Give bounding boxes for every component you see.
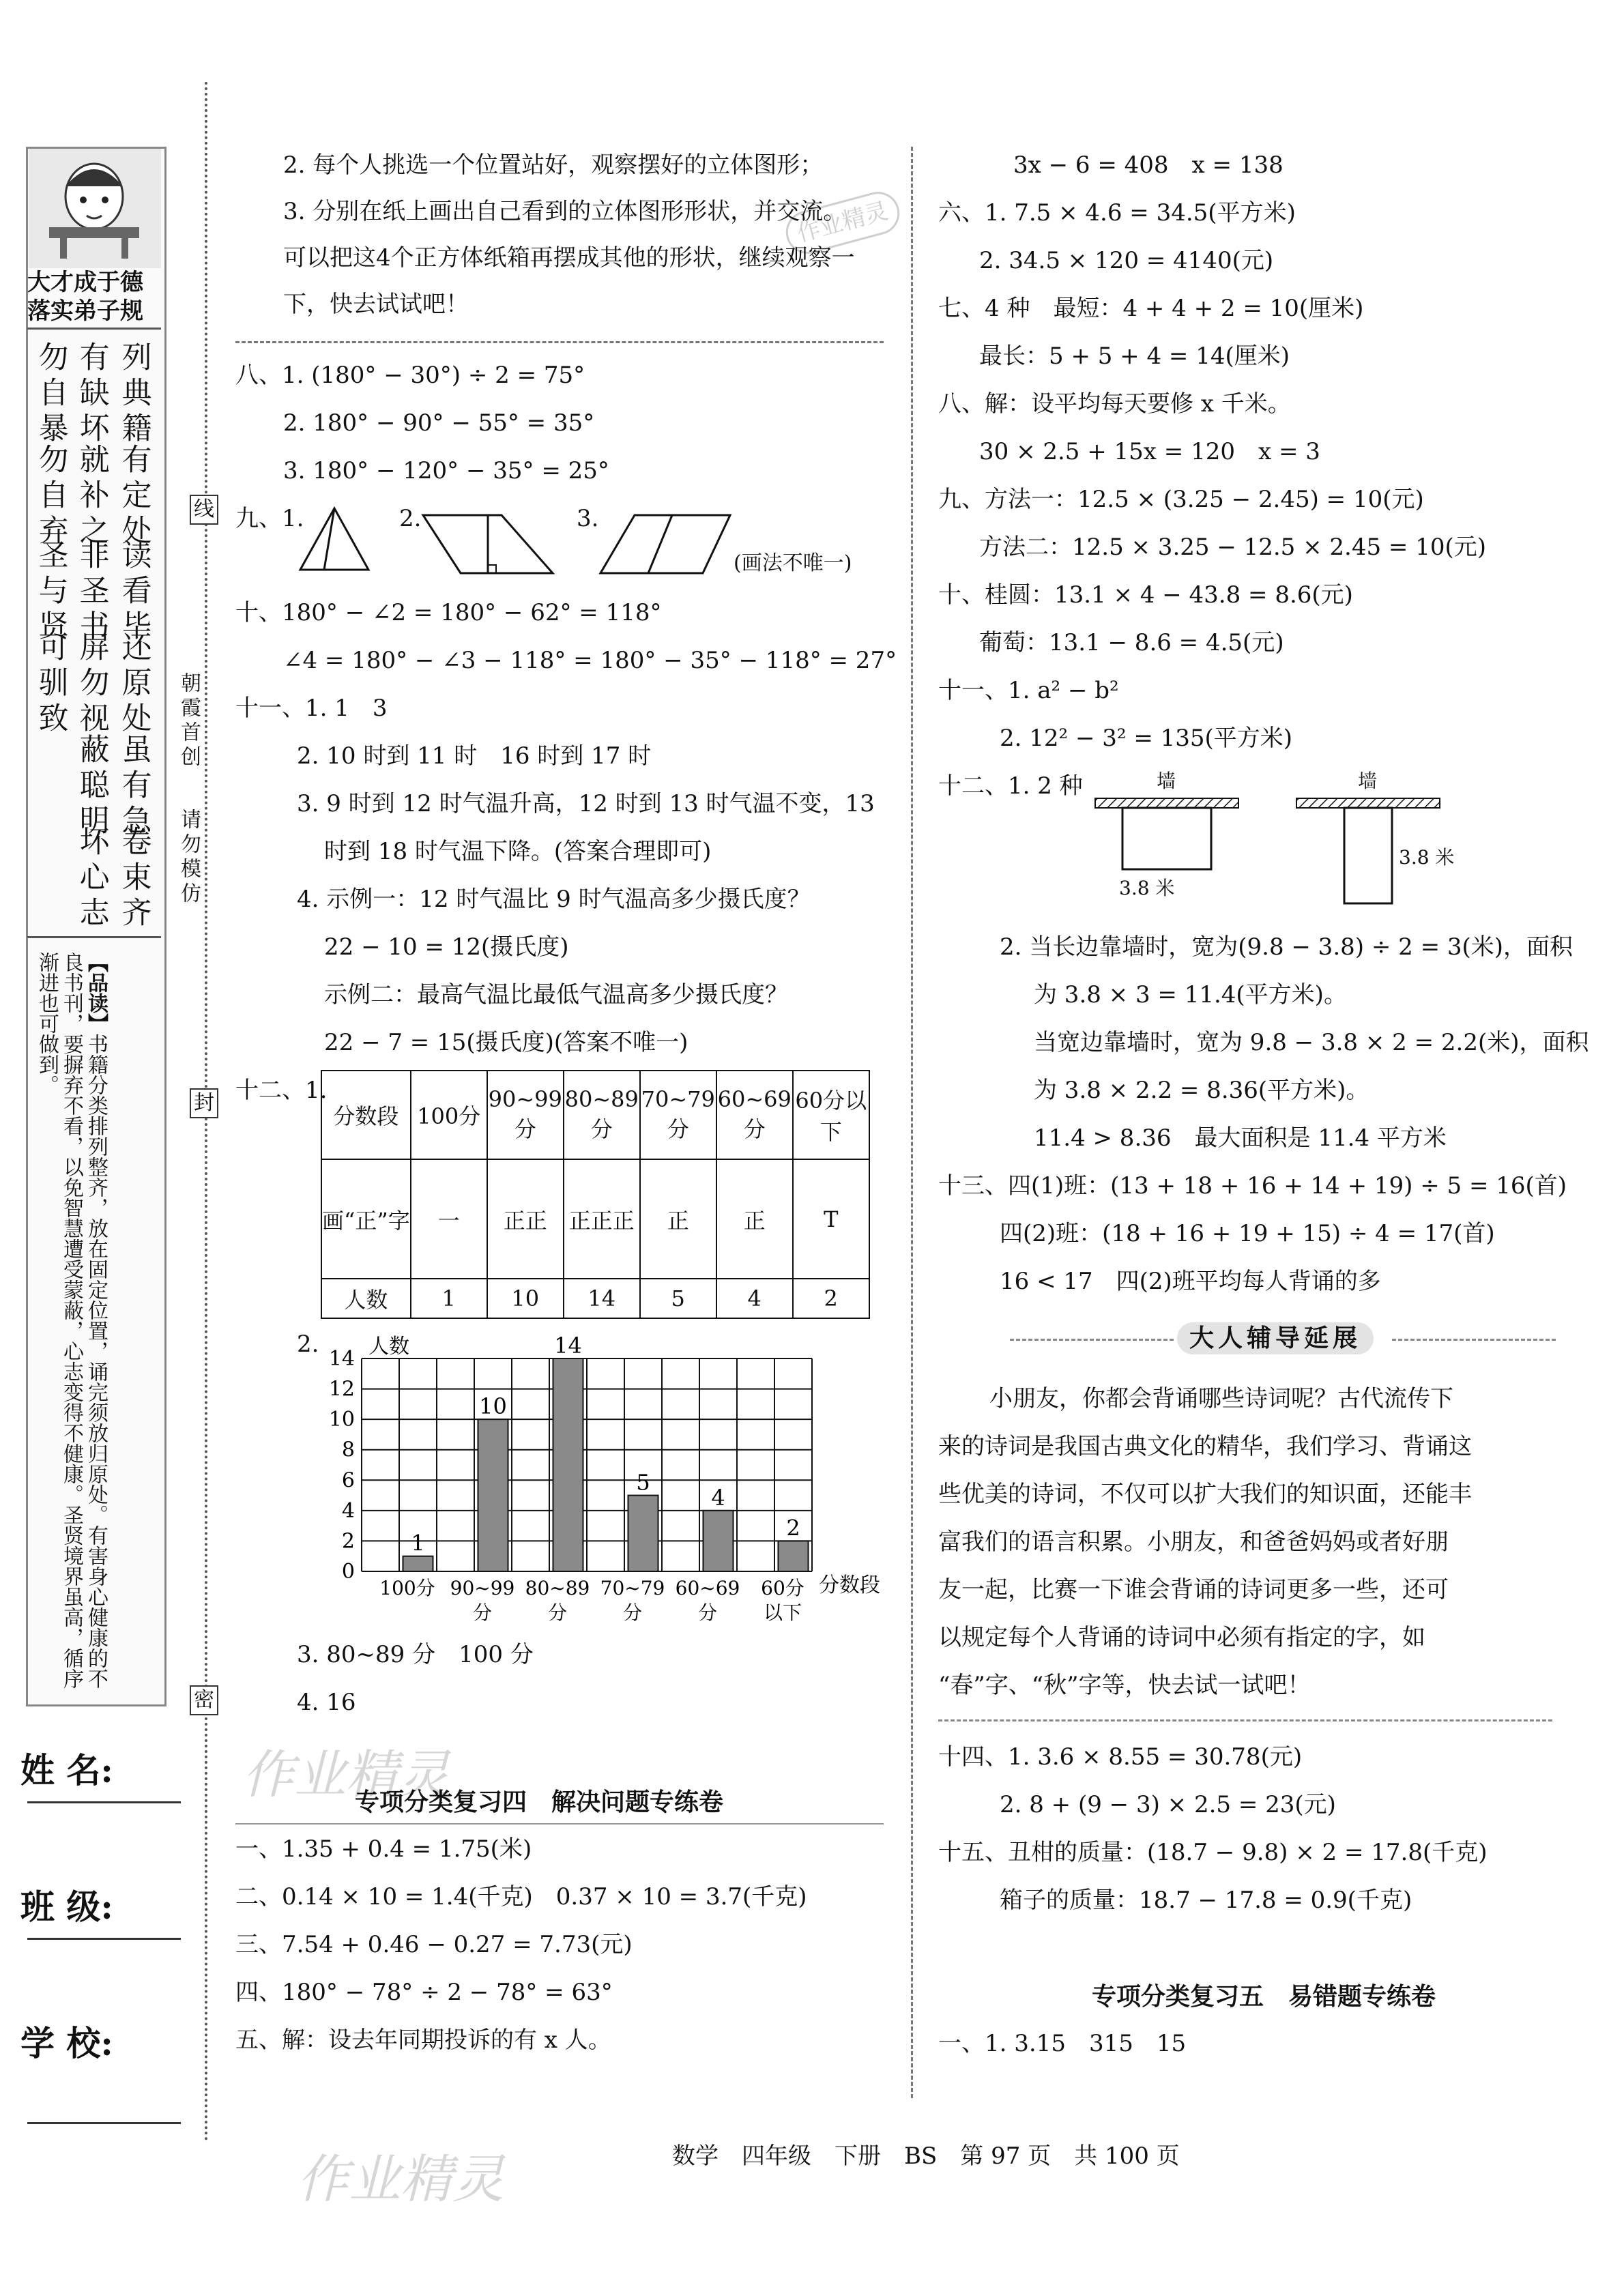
c1-s9-note: (画法不唯一) xyxy=(734,551,852,575)
c2-line-11: 葡萄：13.1 − 8.6 = 4.5(元) xyxy=(979,629,1284,656)
bar xyxy=(553,1358,583,1571)
category-label: 60分 xyxy=(761,1577,804,1599)
c1-s11-4a: 4. 示例一：12 时气温比 9 时气温高多少摄氏度？ xyxy=(297,886,811,913)
table-tally-5: 正 xyxy=(716,1159,793,1279)
category-label: 60~69 xyxy=(675,1577,740,1599)
watermark-1: 作业精灵 xyxy=(242,1744,450,1805)
category-label: 100分 xyxy=(379,1577,435,1599)
table-head-5: 60~69分 xyxy=(716,1071,793,1159)
table-head-3: 80~89分 xyxy=(564,1071,640,1159)
triangle-figure xyxy=(297,505,372,573)
c2-line-26: 箱子的质量：18.7 − 17.8 = 0.9(千克) xyxy=(1000,1887,1412,1914)
c2-line-7: 30 × 2.5 + 15x = 120 x = 3 xyxy=(979,438,1320,465)
c1-r5: 五、解：设去年同期投诉的有 x 人。 xyxy=(235,2026,611,2054)
c1-s10-1: 十、180° − ∠2 = 180° − 62° = 118° xyxy=(235,599,662,626)
c2-line-22: 16 < 17 四(2)班平均每人背诵的多 xyxy=(1000,1268,1381,1295)
poem-col-7: 读看毕 xyxy=(116,539,151,645)
c2-line-15: 2. 当长边靠墙时，宽为(9.8 − 3.8) ÷ 2 = 3(米)，面积 xyxy=(1000,933,1574,961)
c1-s12-4: 4. 16 xyxy=(297,1689,356,1716)
guide-text-6: 以规定每个人背诵的诗词中必须有指定的字，如 xyxy=(938,1624,1425,1651)
category-label: 分 xyxy=(697,1601,718,1624)
school-line xyxy=(27,2122,181,2124)
table-tally-1: 一 xyxy=(411,1159,487,1279)
dim-label-1: 3.8 米 xyxy=(1119,877,1175,899)
c2-line-23: 十四、1. 3.6 × 8.55 = 30.78(元) xyxy=(938,1743,1303,1771)
guide-line-left xyxy=(1010,1339,1174,1341)
guide-bottom-line xyxy=(938,1719,1552,1721)
guide-text-5: 友一起，比赛一下谁会背诵的诗词更多一些，还可 xyxy=(938,1576,1449,1603)
c1-r2: 二、0.14 × 10 = 1.4(千克) 0.37 × 10 = 3.7(千克) xyxy=(235,1883,807,1910)
category-label: 70~79 xyxy=(600,1577,665,1599)
pindu-box xyxy=(34,952,157,1689)
poem-col-3: 勿自暴 xyxy=(33,341,68,448)
table-count-2: 10 xyxy=(487,1279,564,1318)
c1-s12-3: 3. 80~89 分 100 分 xyxy=(297,1641,534,1668)
review4-title: 专项分类复习四 解决问题专练卷 xyxy=(355,1788,724,1816)
y-tick-label: 0 xyxy=(341,1560,355,1584)
poem-col-8: 非圣书 xyxy=(74,539,109,645)
y-axis-label: 人数 xyxy=(368,1335,409,1358)
wall-label-1: 墙 xyxy=(1157,770,1176,792)
c2-line-21: 四(2)班：(18 + 16 + 19 + 15) ÷ 4 = 17(首) xyxy=(1000,1220,1495,1247)
pindu-text: 书籍分类排列整齐，放在固定位置，诵完须放归原处。有害身心健康的不良书刊，要摒弃不看，以免智慧遭受蒙蔽，心志变得不健康。圣贤境界虽高，循序渐进也可做到。 xyxy=(35,952,108,1689)
category-label: 90~99 xyxy=(450,1577,515,1599)
c2-line-25: 十五、丑柑的质量：(18.7 − 9.8) × 2 = 17.8(千克) xyxy=(938,1839,1488,1866)
trapezoid-figure xyxy=(420,512,556,577)
guide-text-1: 小朋友，你都会背诵哪些诗词呢？古代流传下 xyxy=(989,1385,1453,1412)
watermark-stamp: 作业精灵 xyxy=(781,187,904,259)
y-tick-label: 12 xyxy=(328,1377,355,1401)
c1-s11-2: 2. 10 时到 11 时 16 时到 17 时 xyxy=(297,742,652,770)
bar-chart xyxy=(321,1333,880,1634)
category-label: 以下 xyxy=(763,1601,802,1624)
c1-line-2: 3. 分别在纸上画出自己看到的立体图形形状，并交流。 xyxy=(283,198,847,225)
c1-s8-1: 八、1. (180° − 30°) ÷ 2 = 75° xyxy=(235,362,585,389)
c2-line-6: 八、解：设平均每天要修 x 千米。 xyxy=(938,390,1291,418)
binding-vertical-2: 请勿模仿 xyxy=(177,809,201,907)
table-head-6: 60分以下 xyxy=(793,1071,869,1159)
binding-label-xian: 线 xyxy=(190,495,218,525)
name-line xyxy=(27,1801,181,1803)
c1-line-4: 下，快去试试吧！ xyxy=(283,291,469,318)
dim-label-2: 3.8 米 xyxy=(1399,846,1455,869)
c1-s9-2-label: 2. xyxy=(399,505,422,532)
binding-label-mi: 密 xyxy=(190,1685,218,1715)
poem-col-6: 勿自弃 xyxy=(33,444,68,550)
c2-line-20: 十三、四(1)班：(13 + 18 + 16 + 14 + 19) ÷ 5 = 16(首) xyxy=(938,1172,1567,1200)
table-count-1: 1 xyxy=(411,1279,487,1318)
c2-line-8: 九、方法一：12.5 × (3.25 − 2.45) = 10(元) xyxy=(938,486,1424,513)
c1-line-3: 可以把这4个正方体纸箱再摆成其他的形状，继续观察一 xyxy=(283,244,855,272)
c1-s8-3: 3. 180° − 120° − 35° = 25° xyxy=(283,457,609,484)
c1-s11-3b: 时到 18 时气温下降。(答案合理即可) xyxy=(324,838,712,865)
table-count-label: 人数 xyxy=(321,1279,411,1318)
table-head-2: 90~99分 xyxy=(487,1071,564,1159)
c1-dashed-divider xyxy=(235,341,884,343)
bar-value-label: 4 xyxy=(711,1484,725,1511)
class-label: 班 级: xyxy=(20,1887,113,1927)
table-tally-6: T xyxy=(793,1159,869,1279)
table-tally-label: 画“正”字 xyxy=(321,1159,411,1279)
bar-value-label: 2 xyxy=(786,1515,800,1541)
table-tally-3: 正正正 xyxy=(564,1159,640,1279)
c2-line-2: 六、1. 7.5 × 4.6 = 34.5(平方米) xyxy=(938,199,1296,227)
category-label: 分 xyxy=(547,1601,568,1624)
y-tick-label: 8 xyxy=(341,1438,355,1462)
c1-s11-3a: 3. 9 时到 12 时气温升高，12 时到 13 时气温不变，13 xyxy=(297,790,875,817)
c2-line-10: 十、桂圆：13.1 × 4 − 43.8 = 8.6(元) xyxy=(938,581,1353,609)
guide-title: 大人辅导延展 xyxy=(1177,1322,1374,1354)
tally-table xyxy=(321,1070,870,1319)
c1-s11-4c: 示例二：最高气温比最低气温高多少摄氏度？ xyxy=(324,981,788,1008)
table-tally-4: 正 xyxy=(640,1159,716,1279)
bar-value-label: 1 xyxy=(411,1530,425,1556)
c1-s9-3-label: 3. xyxy=(577,505,599,532)
c2-line-4: 七、4 种 最短：4 + 4 + 2 = 10(厘米) xyxy=(938,295,1364,322)
c1-s11-4d: 22 − 7 = 15(摄氏度)(答案不唯一) xyxy=(324,1029,688,1056)
watermark-2: 作业精灵 xyxy=(297,2149,504,2209)
binding-label-feng: 封 xyxy=(190,1088,218,1118)
c1-s11-1: 十一、1. 1 3 xyxy=(235,695,388,722)
c2-line-24: 2. 8 + (9 − 3) × 2.5 = 23(元) xyxy=(1000,1791,1336,1818)
table-tally-2: 正正 xyxy=(487,1159,564,1279)
poem-col-1: 列典籍 xyxy=(116,341,151,448)
table-count-6: 2 xyxy=(793,1279,869,1318)
page-footer: 数学 四年级 下册 BS 第 97 页 共 100 页 xyxy=(672,2142,1180,2170)
x-axis-label: 分数段 xyxy=(819,1573,880,1597)
wall-label-2: 墙 xyxy=(1358,770,1378,792)
review4-underline xyxy=(235,1823,884,1825)
bar xyxy=(779,1541,809,1571)
c2-line-16: 为 3.8 × 3 = 11.4(平方米)。 xyxy=(1034,981,1347,1008)
c2-line-19: 11.4 > 8.36 最大面积是 11.4 平方米 xyxy=(1034,1124,1447,1152)
table-head-1: 100分 xyxy=(411,1071,487,1159)
category-label: 分 xyxy=(622,1601,643,1624)
c1-r1: 一、1.35 + 0.4 = 1.75(米) xyxy=(235,1835,532,1863)
poem-col-15: 卷束齐 xyxy=(116,826,151,932)
y-tick-label: 6 xyxy=(341,1468,355,1493)
c1-s9-label: 九、1. xyxy=(235,505,304,532)
c1-r3: 三、7.54 + 0.46 − 0.27 = 7.73(元) xyxy=(235,1931,633,1958)
bar xyxy=(628,1496,658,1571)
c1-s10-2: ∠4 = 180° − ∠3 − 118° = 180° − 35° − 118° = 27° xyxy=(283,647,897,674)
c2-line-12: 十一、1. a² − b² xyxy=(938,677,1119,704)
c2-line-1: 3x − 6 = 408 x = 138 xyxy=(1013,151,1284,179)
pindu-divider xyxy=(27,936,161,938)
y-tick-label: 10 xyxy=(328,1408,355,1432)
poem-col-4: 有定处 xyxy=(116,444,151,550)
c2-line-14: 十二、1. 2 种 xyxy=(938,772,1083,800)
table-count-5: 4 xyxy=(716,1279,793,1318)
name-label: 姓 名: xyxy=(20,1750,113,1790)
guide-text-7: “春”字、“秋”字等，快去试一试吧！ xyxy=(938,1672,1311,1699)
poem-col-11: 屏勿视 xyxy=(74,631,109,738)
y-tick-label: 2 xyxy=(341,1529,355,1554)
poem-col-2: 有缺坏 xyxy=(74,341,109,448)
review5-title: 专项分类复习五 易错题专练卷 xyxy=(1092,1982,1436,2011)
parallelogram-figure xyxy=(597,512,734,577)
c2-line-5: 最长：5 + 5 + 4 = 14(厘米) xyxy=(979,343,1290,370)
bar xyxy=(478,1419,508,1571)
c1-line-1: 2. 每个人挑选一个位置站好，观察摆好的立体图形； xyxy=(283,151,824,179)
bar-value-label: 14 xyxy=(554,1333,582,1358)
guide-text-3: 些优美的诗词，不仅可以扩大我们的知识面，还能丰 xyxy=(938,1481,1472,1508)
banner-bottom: 落实弟子规 xyxy=(27,297,143,325)
category-label: 80~89 xyxy=(525,1577,590,1599)
guide-line-right xyxy=(1392,1339,1556,1341)
guide-text-2: 来的诗词是我国古典文化的精华，我们学习、背诵这 xyxy=(938,1433,1472,1460)
bar xyxy=(403,1556,433,1571)
c1-r4: 四、180° − 78° ÷ 2 − 78° = 63° xyxy=(235,1979,613,2006)
c1-s12-label: 十二、1. xyxy=(235,1077,328,1104)
wall-diagram-2 xyxy=(1293,774,1443,911)
y-tick-label: 4 xyxy=(341,1498,355,1523)
poem-col-12: 可驯致 xyxy=(33,631,68,738)
scholar-illustration xyxy=(29,149,161,268)
c2-line-18: 为 3.8 × 2.2 = 8.36(平方米)。 xyxy=(1034,1077,1369,1104)
c2-line-17: 当宽边靠墙时，宽为 9.8 − 3.8 × 2 = 2.2(米)，面积 xyxy=(1034,1029,1589,1056)
c2-line-9: 方法二：12.5 × 3.25 − 12.5 × 2.45 = 10(元) xyxy=(979,534,1487,561)
poem-col-9: 圣与贤 xyxy=(33,539,68,645)
column-divider xyxy=(911,147,913,2098)
c1-s11-4b: 22 − 10 = 12(摄氏度) xyxy=(324,933,569,961)
table-head-0: 分数段 xyxy=(321,1071,411,1159)
c2-line-27: 一、1. 3.15 315 15 xyxy=(938,2030,1187,2057)
y-tick-label: 14 xyxy=(328,1347,355,1371)
poem-col-14: 蔽聪明 xyxy=(74,733,109,840)
binding-vertical-1: 朝霞首创 xyxy=(177,672,201,770)
school-label: 学 校: xyxy=(20,2023,113,2063)
guide-text-4: 富我们的语言积累。小朋友，和爸爸妈妈或者好朋 xyxy=(938,1528,1449,1556)
bar-value-label: 10 xyxy=(479,1393,507,1420)
poem-col-16: 坏心志 xyxy=(74,826,109,932)
c1-s8-2: 2. 180° − 90° − 55° = 35° xyxy=(283,409,595,437)
banner-top: 大才成于德 xyxy=(27,269,143,296)
c1-s12-2-label: 2. xyxy=(297,1331,319,1358)
c2-line-3: 2. 34.5 × 120 = 4140(元) xyxy=(979,247,1274,274)
bar xyxy=(704,1511,734,1571)
table-head-4: 70~79分 xyxy=(640,1071,716,1159)
poem-col-5: 就补之 xyxy=(74,444,109,550)
table-count-3: 14 xyxy=(564,1279,640,1318)
pindu-label: 【品读】 xyxy=(84,952,108,1034)
table-count-4: 5 xyxy=(640,1279,716,1318)
banner-divider xyxy=(27,328,161,330)
c2-line-13: 2. 12² − 3² = 135(平方米) xyxy=(1000,725,1293,752)
poem-col-13: 虽有急 xyxy=(116,733,151,840)
poem-col-10: 还原处 xyxy=(116,631,151,738)
bar-value-label: 5 xyxy=(636,1469,650,1496)
category-label: 分 xyxy=(472,1601,493,1624)
class-line xyxy=(27,1938,181,1940)
